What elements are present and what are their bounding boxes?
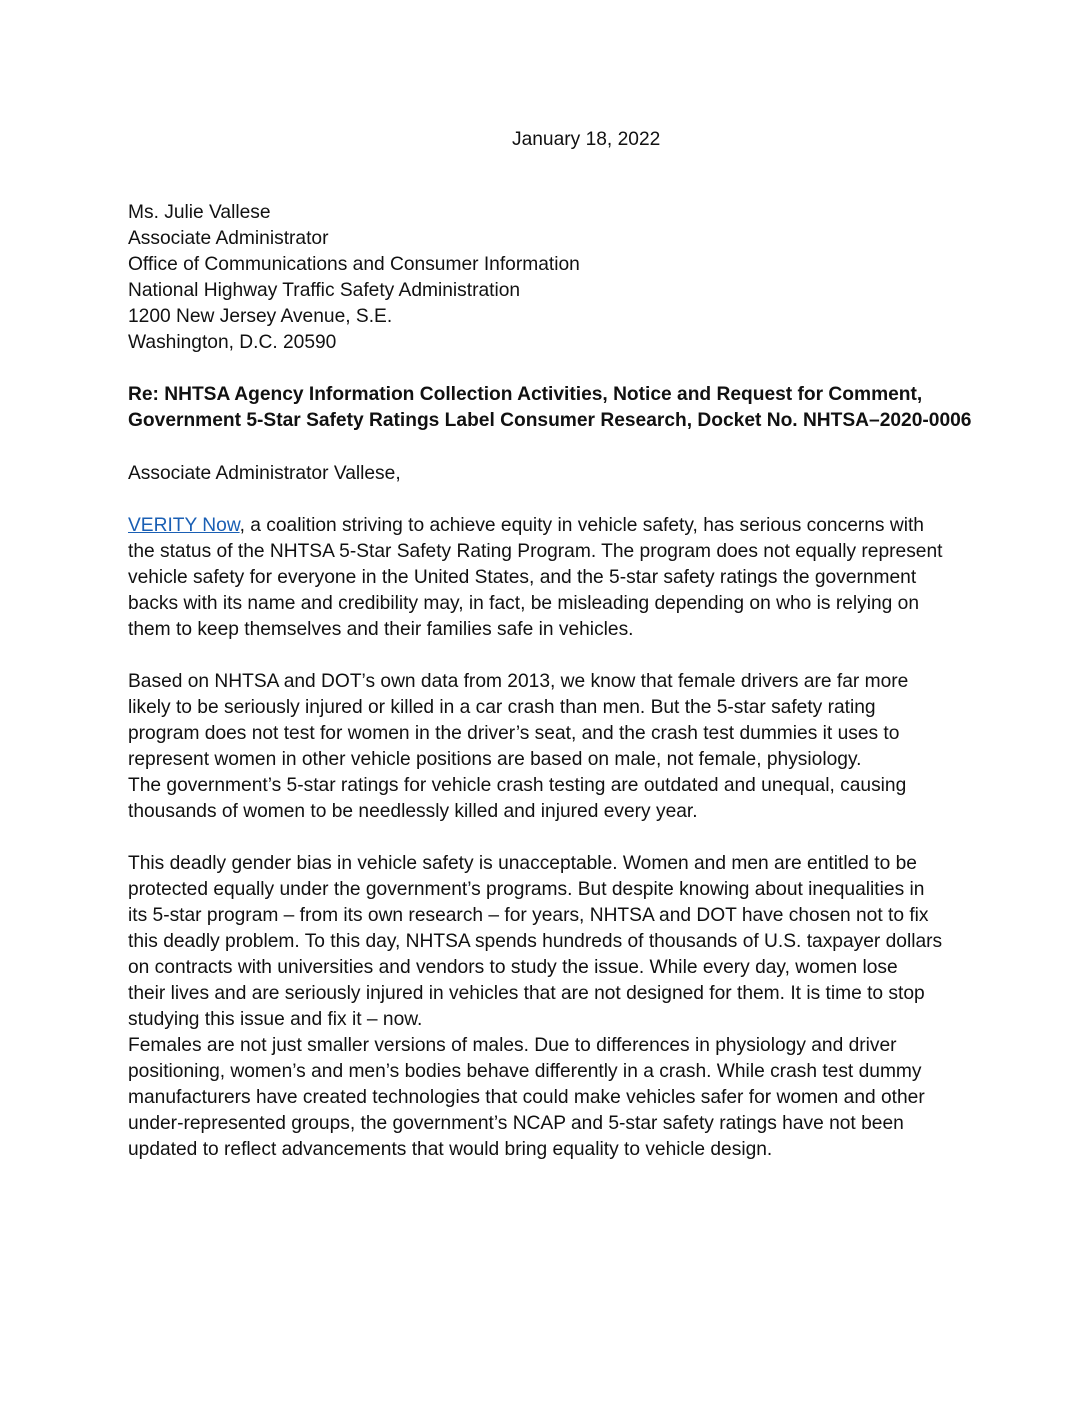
paragraph-line: updated to reflect advancements that would bring equality to vehicle design. [128,1139,773,1160]
paragraph-line: the status of the NHTSA 5-Star Safety Rating Program. The program does not equally represent [128,541,943,562]
paragraph-line-text: , a coalition striving to achieve equity in vehicle safety, has serious concerns with [239,515,924,536]
address-line: Washington, D.C. 20590 [128,332,337,353]
paragraph-line: its 5-star program – from its own research – for years, NHTSA and DOT have chosen not to fix [128,905,929,926]
paragraph-line: This deadly gender bias in vehicle safety is unacceptable. Women and men are entitled to be [128,853,917,874]
paragraph-line: backs with its name and credibility may, in fact, be misleading depending on who is relying on [128,593,920,614]
subject-line-text: Government 5-Star Safety Ratings Label Consumer Research, Docket No. NHTSA–2020-0006 [128,410,972,431]
paragraph-line: under-represented groups, the government’s NCAP and 5-star safety ratings have not been [128,1113,904,1134]
paragraph-line: The government’s 5-star ratings for vehicle crash testing are outdated and unequal, causing [128,775,907,796]
paragraph-line [128,513,968,539]
subject-line [128,382,972,434]
address-line: Office of Communications and Consumer Information [128,254,580,275]
subject-line-text: Re: NHTSA Agency Information Collection Activities, Notice and Request for Comment, [128,384,923,405]
paragraph-4 [128,1033,968,1163]
paragraph-line: Females are not just smaller versions of males. Due to differences in physiology and driver [128,1035,897,1056]
paragraph-line: their lives and are seriously injured in vehicles that are not designed for them. It is time to stop [128,983,925,1004]
paragraph-1 [128,513,968,643]
address-line: National Highway Traffic Safety Administration [128,280,521,301]
salutation: Associate Administrator Vallese, [128,463,401,484]
paragraph-line: program does not test for women in the driver’s seat, and the crash test dummies it uses to [128,723,900,744]
letter-date: January 18, 2022 [512,129,661,150]
paragraph-line: represent women in other vehicle positions are based on male, not female, physiology. [128,749,862,770]
address-line: Associate Administrator [128,228,329,249]
paragraph-line: thousands of women to be needlessly killed and injured every year. [128,801,698,822]
paragraph-line: studying this issue and fix it – now. [128,1009,423,1030]
paragraph-line: on contracts with universities and vendors to study the issue. While every day, women lose [128,957,898,978]
paragraph-3 [128,851,968,1033]
address-line: 1200 New Jersey Avenue, S.E. [128,306,393,327]
paragraph-line: this deadly problem. To this day, NHTSA spends hundreds of thousands of U.S. taxpayer dollars [128,931,943,952]
verity-now-link[interactable]: VERITY Now [128,515,240,536]
paragraph-line: positioning, women’s and men’s bodies behave differently in a crash. While crash test dummy [128,1061,922,1082]
address-line: Ms. Julie Vallese [128,202,271,223]
paragraph-line: likely to be seriously injured or killed in a car crash than men. But the 5-star safety rating [128,697,876,718]
paragraph-line: them to keep themselves and their families safe in vehicles. [128,619,634,640]
paragraph-line: manufacturers have created technologies that could make vehicles safer for women and other [128,1087,925,1108]
paragraph-line: vehicle safety for everyone in the United States, and the 5-star safety ratings the government [128,567,917,588]
paragraph-line: protected equally under the government’s programs. But despite knowing about inequalities in [128,879,925,900]
recipient-address [128,200,580,356]
paragraph-line: Based on NHTSA and DOT’s own data from 2013, we know that female drivers are far more [128,671,909,692]
paragraph-2 [128,669,968,825]
